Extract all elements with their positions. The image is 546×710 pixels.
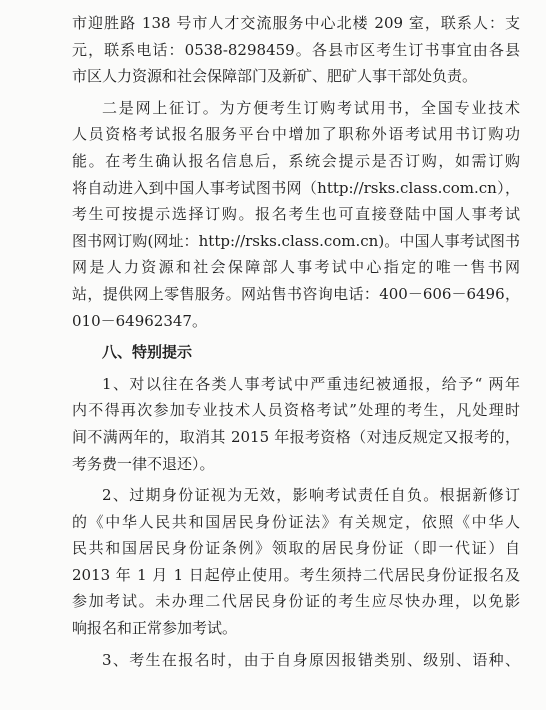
text-line: 响报名和正常参加考试。 xyxy=(72,619,238,638)
text-line: 2、过期身份证视为无效，影响考试责任自负。根据新修订 xyxy=(102,486,520,505)
text-line: 站，提供网上零售服务。网站售书咨询电话：400－606－6496， xyxy=(72,284,520,303)
text-line: 间不满两年的，取消其 2015 年报考资格（对违反规定又报考的， xyxy=(72,427,520,446)
text-line: 将自动进入到中国人事考试图书网（http://rsks.class.com.cn）， xyxy=(72,178,520,197)
text-line: 元，联系电话：0538-8298459。各县市区考生订书事宜由各县 xyxy=(72,40,520,59)
text-line: 3、考生在报名时，由于自身原因报错类别、级别、语种、 xyxy=(102,650,520,669)
paragraph-online-ordering xyxy=(72,95,520,334)
text-line: 的《中华人民共和国居民身份证法》有关规定，依照《中华人 xyxy=(72,512,520,531)
document-body xyxy=(72,10,520,673)
text-line: 网是人力资源和社会保障部人事考试中心指定的唯一售书网 xyxy=(72,258,520,277)
text-line: 考生可按提示选择订购。报名考生也可直接登陆中国人事考试 xyxy=(72,205,520,224)
text-line: 内不得再次参加专业技术人员资格考试”处理的考生，凡处理时 xyxy=(72,401,520,420)
text-line: 民共和国居民身份证条例》领取的居民身份证（即一代证）自 xyxy=(72,539,520,558)
text-line: 市区人力资源和社会保障部门及新矿、肥矿人事干部处负责。 xyxy=(72,67,478,86)
text-line: 人员资格考试报名服务平台中增加了职称外语考试用书订购功 xyxy=(72,125,520,144)
paragraph-tip-3 xyxy=(72,647,520,674)
text-line: 市迎胜路 138 号市人才交流服务中心北楼 209 室，联系人：支 xyxy=(72,14,520,32)
section-heading: 八、特别提示 xyxy=(102,343,193,362)
paragraph-tip-1 xyxy=(72,371,520,477)
text-line: 参加考试。未办理二代居民身份证的考生应尽快办理，以免影 xyxy=(72,592,520,611)
text-line: 二是网上征订。为方便考生订购考试用书，全国专业技术 xyxy=(102,98,520,117)
text-line: 考务费一律不退还）。 xyxy=(72,454,215,473)
text-line: 能。在考生确认报名信息后，系统会提示是否订购，如需订购 xyxy=(72,151,520,170)
paragraph-tip-2 xyxy=(72,482,520,642)
text-line: 010－64962347。 xyxy=(72,311,207,330)
text-line: 2013 年 1 月 1 日起停止使用。考生须持二代居民身份证报名及 xyxy=(72,565,520,584)
text-line: 图书网订购(网址：http://rsks.class.com.cn)。中国人事考试图书 xyxy=(72,231,520,250)
paragraph-contact-info xyxy=(72,10,520,90)
text-line: 1、对以往在各类人事考试中严重违纪被通报，给予“ 两年 xyxy=(102,374,520,393)
